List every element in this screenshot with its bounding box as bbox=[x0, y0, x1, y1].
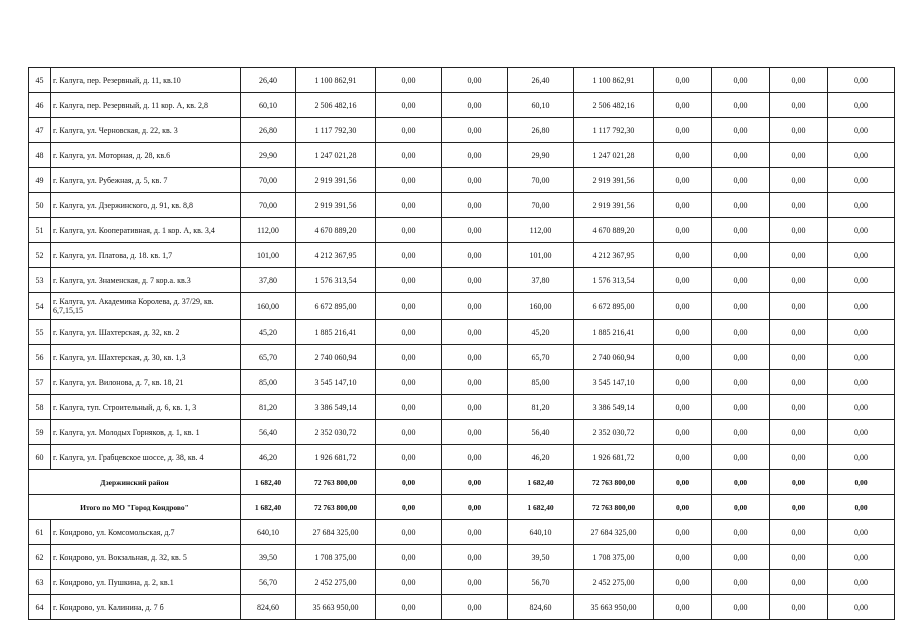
value-cell-c10: 0,00 bbox=[828, 595, 895, 620]
value-cell-c2: 2 352 030,72 bbox=[296, 420, 376, 445]
row-number: 60 bbox=[29, 445, 51, 470]
value-cell-c2: 3 386 549,14 bbox=[296, 395, 376, 420]
value-cell-c4: 0,00 bbox=[442, 595, 508, 620]
value-cell-c8: 0,00 bbox=[712, 370, 770, 395]
value-cell-c3: 0,00 bbox=[376, 143, 442, 168]
value-cell-c3: 0,00 bbox=[376, 218, 442, 243]
value-cell-c9: 0,00 bbox=[770, 445, 828, 470]
value-cell-c4: 0,00 bbox=[442, 570, 508, 595]
value-cell-c7: 0,00 bbox=[654, 168, 712, 193]
value-cell-c3: 0,00 bbox=[376, 445, 442, 470]
value-cell-c9: 0,00 bbox=[770, 243, 828, 268]
value-cell-c2: 3 545 147,10 bbox=[296, 370, 376, 395]
value-cell-c7: 0,00 bbox=[654, 293, 712, 320]
address-cell: г. Калуга, пер. Резервный, д. 11 кор. А, кв. 2,8 bbox=[51, 93, 241, 118]
value-cell-c9: 0,00 bbox=[770, 320, 828, 345]
value-cell-c1: 640,10 bbox=[241, 520, 296, 545]
summary-value-c10: 0,00 bbox=[828, 495, 895, 520]
table-row bbox=[29, 68, 895, 93]
value-cell-c7: 0,00 bbox=[654, 445, 712, 470]
value-cell-c8: 0,00 bbox=[712, 345, 770, 370]
value-cell-c8: 0,00 bbox=[712, 268, 770, 293]
value-cell-c1: 60,10 bbox=[241, 93, 296, 118]
value-cell-c7: 0,00 bbox=[654, 118, 712, 143]
value-cell-c4: 0,00 bbox=[442, 420, 508, 445]
value-cell-c2: 6 672 895,00 bbox=[296, 293, 376, 320]
value-cell-c2: 27 684 325,00 bbox=[296, 520, 376, 545]
value-cell-c6: 2 352 030,72 bbox=[574, 420, 654, 445]
value-cell-c5: 60,10 bbox=[508, 93, 574, 118]
summary-value-c1: 1 682,40 bbox=[241, 495, 296, 520]
summary-value-c6: 72 763 800,00 bbox=[574, 495, 654, 520]
value-cell-c8: 0,00 bbox=[712, 545, 770, 570]
value-cell-c1: 46,20 bbox=[241, 445, 296, 470]
value-cell-c1: 85,00 bbox=[241, 370, 296, 395]
value-cell-c9: 0,00 bbox=[770, 68, 828, 93]
value-cell-c7: 0,00 bbox=[654, 395, 712, 420]
value-cell-c7: 0,00 bbox=[654, 93, 712, 118]
address-cell: г. Калуга, ул. Шахтерская, д. 30, кв. 1,3 bbox=[51, 345, 241, 370]
table-row bbox=[29, 520, 895, 545]
value-cell-c10: 0,00 bbox=[828, 545, 895, 570]
value-cell-c5: 160,00 bbox=[508, 293, 574, 320]
value-cell-c7: 0,00 bbox=[654, 370, 712, 395]
value-cell-c5: 37,80 bbox=[508, 268, 574, 293]
value-cell-c10: 0,00 bbox=[828, 268, 895, 293]
value-cell-c5: 85,00 bbox=[508, 370, 574, 395]
value-cell-c7: 0,00 bbox=[654, 68, 712, 93]
value-cell-c4: 0,00 bbox=[442, 345, 508, 370]
value-cell-c4: 0,00 bbox=[442, 545, 508, 570]
address-cell: г. Калуга, ул. Вилонова, д. 7, кв. 18, 21 bbox=[51, 370, 241, 395]
value-cell-c5: 26,40 bbox=[508, 68, 574, 93]
table-row bbox=[29, 420, 895, 445]
value-cell-c5: 39,50 bbox=[508, 545, 574, 570]
summary-row bbox=[29, 470, 895, 495]
summary-value-c2: 72 763 800,00 bbox=[296, 470, 376, 495]
value-cell-c10: 0,00 bbox=[828, 370, 895, 395]
value-cell-c6: 1 926 681,72 bbox=[574, 445, 654, 470]
value-cell-c4: 0,00 bbox=[442, 445, 508, 470]
summary-label: Дзержинский район bbox=[29, 470, 241, 495]
row-number: 58 bbox=[29, 395, 51, 420]
row-number: 62 bbox=[29, 545, 51, 570]
table-row bbox=[29, 168, 895, 193]
value-cell-c3: 0,00 bbox=[376, 545, 442, 570]
table-row bbox=[29, 118, 895, 143]
value-cell-c2: 4 212 367,95 bbox=[296, 243, 376, 268]
value-cell-c9: 0,00 bbox=[770, 143, 828, 168]
value-cell-c7: 0,00 bbox=[654, 143, 712, 168]
value-cell-c3: 0,00 bbox=[376, 345, 442, 370]
value-cell-c6: 1 576 313,54 bbox=[574, 268, 654, 293]
table-body bbox=[29, 68, 895, 620]
address-cell: г. Кондрово, ул. Калинина, д. 7 б bbox=[51, 595, 241, 620]
table-row bbox=[29, 218, 895, 243]
value-cell-c4: 0,00 bbox=[442, 395, 508, 420]
value-cell-c8: 0,00 bbox=[712, 143, 770, 168]
value-cell-c7: 0,00 bbox=[654, 570, 712, 595]
value-cell-c7: 0,00 bbox=[654, 545, 712, 570]
summary-value-c7: 0,00 bbox=[654, 470, 712, 495]
value-cell-c8: 0,00 bbox=[712, 118, 770, 143]
value-cell-c6: 3 386 549,14 bbox=[574, 395, 654, 420]
value-cell-c8: 0,00 bbox=[712, 93, 770, 118]
value-cell-c9: 0,00 bbox=[770, 218, 828, 243]
address-cell: г. Калуга, ул. Моторная, д. 28, кв.6 bbox=[51, 143, 241, 168]
value-cell-c2: 1 885 216,41 bbox=[296, 320, 376, 345]
value-cell-c8: 0,00 bbox=[712, 168, 770, 193]
summary-value-c4: 0,00 bbox=[442, 495, 508, 520]
address-cell: г. Калуга, туп. Строительный, д. 6, кв. 1, 3 bbox=[51, 395, 241, 420]
address-cell: г. Калуга, ул. Шахтерская, д. 32, кв. 2 bbox=[51, 320, 241, 345]
summary-value-c7: 0,00 bbox=[654, 495, 712, 520]
value-cell-c3: 0,00 bbox=[376, 118, 442, 143]
value-cell-c4: 0,00 bbox=[442, 218, 508, 243]
value-cell-c2: 1 926 681,72 bbox=[296, 445, 376, 470]
address-cell: г. Калуга, ул. Знаменская, д. 7 кор.а. кв.3 bbox=[51, 268, 241, 293]
value-cell-c2: 1 708 375,00 bbox=[296, 545, 376, 570]
value-cell-c6: 2 452 275,00 bbox=[574, 570, 654, 595]
value-cell-c10: 0,00 bbox=[828, 93, 895, 118]
value-cell-c9: 0,00 bbox=[770, 395, 828, 420]
value-cell-c3: 0,00 bbox=[376, 570, 442, 595]
value-cell-c7: 0,00 bbox=[654, 193, 712, 218]
value-cell-c3: 0,00 bbox=[376, 168, 442, 193]
value-cell-c3: 0,00 bbox=[376, 93, 442, 118]
value-cell-c3: 0,00 bbox=[376, 193, 442, 218]
table-row bbox=[29, 595, 895, 620]
value-cell-c7: 0,00 bbox=[654, 218, 712, 243]
summary-value-c9: 0,00 bbox=[770, 495, 828, 520]
value-cell-c3: 0,00 bbox=[376, 370, 442, 395]
value-cell-c10: 0,00 bbox=[828, 193, 895, 218]
value-cell-c1: 37,80 bbox=[241, 268, 296, 293]
value-cell-c1: 56,40 bbox=[241, 420, 296, 445]
value-cell-c3: 0,00 bbox=[376, 243, 442, 268]
value-cell-c5: 112,00 bbox=[508, 218, 574, 243]
value-cell-c5: 101,00 bbox=[508, 243, 574, 268]
value-cell-c4: 0,00 bbox=[442, 68, 508, 93]
value-cell-c8: 0,00 bbox=[712, 595, 770, 620]
value-cell-c4: 0,00 bbox=[442, 168, 508, 193]
value-cell-c9: 0,00 bbox=[770, 268, 828, 293]
value-cell-c1: 26,80 bbox=[241, 118, 296, 143]
value-cell-c5: 56,40 bbox=[508, 420, 574, 445]
row-number: 55 bbox=[29, 320, 51, 345]
value-cell-c2: 1 247 021,28 bbox=[296, 143, 376, 168]
table-row bbox=[29, 143, 895, 168]
value-cell-c1: 29,90 bbox=[241, 143, 296, 168]
value-cell-c1: 39,50 bbox=[241, 545, 296, 570]
value-cell-c9: 0,00 bbox=[770, 193, 828, 218]
value-cell-c6: 3 545 147,10 bbox=[574, 370, 654, 395]
value-cell-c3: 0,00 bbox=[376, 420, 442, 445]
value-cell-c10: 0,00 bbox=[828, 395, 895, 420]
value-cell-c6: 2 506 482,16 bbox=[574, 93, 654, 118]
value-cell-c10: 0,00 bbox=[828, 68, 895, 93]
value-cell-c5: 56,70 bbox=[508, 570, 574, 595]
value-cell-c3: 0,00 bbox=[376, 595, 442, 620]
value-cell-c1: 65,70 bbox=[241, 345, 296, 370]
value-cell-c10: 0,00 bbox=[828, 420, 895, 445]
value-cell-c1: 81,20 bbox=[241, 395, 296, 420]
summary-value-c10: 0,00 bbox=[828, 470, 895, 495]
table-row bbox=[29, 93, 895, 118]
value-cell-c10: 0,00 bbox=[828, 143, 895, 168]
value-cell-c5: 46,20 bbox=[508, 445, 574, 470]
summary-value-c3: 0,00 bbox=[376, 470, 442, 495]
value-cell-c6: 4 670 889,20 bbox=[574, 218, 654, 243]
value-cell-c10: 0,00 bbox=[828, 218, 895, 243]
address-cell: г. Калуга, ул. Академика Королева, д. 37/29, кв. 6,7,15,15 bbox=[51, 293, 241, 320]
value-cell-c1: 70,00 bbox=[241, 168, 296, 193]
value-cell-c3: 0,00 bbox=[376, 320, 442, 345]
value-cell-c5: 29,90 bbox=[508, 143, 574, 168]
address-cell: г. Калуга, ул. Платова, д. 18. кв. 1,7 bbox=[51, 243, 241, 268]
value-cell-c10: 0,00 bbox=[828, 320, 895, 345]
value-cell-c9: 0,00 bbox=[770, 370, 828, 395]
value-cell-c7: 0,00 bbox=[654, 320, 712, 345]
address-cell: г. Калуга, ул. Молодых Горняков, д. 1, кв. 1 bbox=[51, 420, 241, 445]
value-cell-c2: 35 663 950,00 bbox=[296, 595, 376, 620]
value-cell-c1: 70,00 bbox=[241, 193, 296, 218]
value-cell-c2: 1 117 792,30 bbox=[296, 118, 376, 143]
table-row bbox=[29, 570, 895, 595]
value-cell-c4: 0,00 bbox=[442, 243, 508, 268]
summary-value-c2: 72 763 800,00 bbox=[296, 495, 376, 520]
table-row bbox=[29, 193, 895, 218]
summary-label: Итого по МО "Город Кондрово" bbox=[29, 495, 241, 520]
row-number: 63 bbox=[29, 570, 51, 595]
address-cell: г. Калуга, ул. Грабцевское шоссе, д. 38, кв. 4 bbox=[51, 445, 241, 470]
value-cell-c2: 1 576 313,54 bbox=[296, 268, 376, 293]
value-cell-c8: 0,00 bbox=[712, 570, 770, 595]
value-cell-c6: 27 684 325,00 bbox=[574, 520, 654, 545]
value-cell-c5: 26,80 bbox=[508, 118, 574, 143]
value-cell-c1: 26,40 bbox=[241, 68, 296, 93]
value-cell-c7: 0,00 bbox=[654, 520, 712, 545]
value-cell-c3: 0,00 bbox=[376, 68, 442, 93]
summary-value-c8: 0,00 bbox=[712, 495, 770, 520]
value-cell-c1: 56,70 bbox=[241, 570, 296, 595]
summary-value-c1: 1 682,40 bbox=[241, 470, 296, 495]
value-cell-c10: 0,00 bbox=[828, 570, 895, 595]
value-cell-c4: 0,00 bbox=[442, 193, 508, 218]
value-cell-c3: 0,00 bbox=[376, 395, 442, 420]
table-row bbox=[29, 293, 895, 320]
value-cell-c10: 0,00 bbox=[828, 345, 895, 370]
row-number: 51 bbox=[29, 218, 51, 243]
row-number: 47 bbox=[29, 118, 51, 143]
resettlement-table bbox=[28, 67, 895, 620]
row-number: 57 bbox=[29, 370, 51, 395]
value-cell-c8: 0,00 bbox=[712, 420, 770, 445]
row-number: 61 bbox=[29, 520, 51, 545]
address-cell: г. Калуга, ул. Черновская, д. 22, кв. 3 bbox=[51, 118, 241, 143]
value-cell-c8: 0,00 bbox=[712, 218, 770, 243]
summary-row bbox=[29, 495, 895, 520]
value-cell-c6: 1 117 792,30 bbox=[574, 118, 654, 143]
row-number: 46 bbox=[29, 93, 51, 118]
value-cell-c8: 0,00 bbox=[712, 445, 770, 470]
value-cell-c1: 101,00 bbox=[241, 243, 296, 268]
value-cell-c8: 0,00 bbox=[712, 320, 770, 345]
value-cell-c2: 2 506 482,16 bbox=[296, 93, 376, 118]
address-cell: г. Кондрово, ул. Пушкина, д. 2, кв.1 bbox=[51, 570, 241, 595]
value-cell-c7: 0,00 bbox=[654, 420, 712, 445]
summary-value-c9: 0,00 bbox=[770, 470, 828, 495]
summary-value-c3: 0,00 bbox=[376, 495, 442, 520]
table-row bbox=[29, 320, 895, 345]
value-cell-c6: 2 919 391,56 bbox=[574, 193, 654, 218]
value-cell-c6: 1 247 021,28 bbox=[574, 143, 654, 168]
value-cell-c8: 0,00 bbox=[712, 68, 770, 93]
summary-value-c8: 0,00 bbox=[712, 470, 770, 495]
value-cell-c5: 824,60 bbox=[508, 595, 574, 620]
row-number: 49 bbox=[29, 168, 51, 193]
row-number: 54 bbox=[29, 293, 51, 320]
value-cell-c3: 0,00 bbox=[376, 520, 442, 545]
table-row bbox=[29, 545, 895, 570]
value-cell-c7: 0,00 bbox=[654, 243, 712, 268]
summary-value-c4: 0,00 bbox=[442, 470, 508, 495]
value-cell-c9: 0,00 bbox=[770, 595, 828, 620]
value-cell-c5: 640,10 bbox=[508, 520, 574, 545]
value-cell-c9: 0,00 bbox=[770, 570, 828, 595]
address-cell: г. Калуга, ул. Дзержинского, д. 91, кв. 8,8 bbox=[51, 193, 241, 218]
value-cell-c4: 0,00 bbox=[442, 93, 508, 118]
address-cell: г. Калуга, ул. Кооперативная, д. 1 кор. А, кв. 3,4 bbox=[51, 218, 241, 243]
value-cell-c4: 0,00 bbox=[442, 268, 508, 293]
summary-value-c5: 1 682,40 bbox=[508, 495, 574, 520]
row-number: 50 bbox=[29, 193, 51, 218]
value-cell-c9: 0,00 bbox=[770, 93, 828, 118]
value-cell-c10: 0,00 bbox=[828, 118, 895, 143]
value-cell-c10: 0,00 bbox=[828, 168, 895, 193]
value-cell-c2: 2 919 391,56 bbox=[296, 168, 376, 193]
row-number: 53 bbox=[29, 268, 51, 293]
value-cell-c5: 65,70 bbox=[508, 345, 574, 370]
value-cell-c4: 0,00 bbox=[442, 320, 508, 345]
row-number: 48 bbox=[29, 143, 51, 168]
address-cell: г. Калуга, ул. Рубежная, д. 5, кв. 7 bbox=[51, 168, 241, 193]
value-cell-c5: 70,00 bbox=[508, 193, 574, 218]
value-cell-c10: 0,00 bbox=[828, 243, 895, 268]
value-cell-c3: 0,00 bbox=[376, 268, 442, 293]
value-cell-c6: 6 672 895,00 bbox=[574, 293, 654, 320]
value-cell-c4: 0,00 bbox=[442, 293, 508, 320]
address-cell: г. Кондрово, ул. Вокзальная, д. 32, кв. 5 bbox=[51, 545, 241, 570]
table-row bbox=[29, 370, 895, 395]
value-cell-c7: 0,00 bbox=[654, 268, 712, 293]
value-cell-c8: 0,00 bbox=[712, 193, 770, 218]
value-cell-c8: 0,00 bbox=[712, 520, 770, 545]
value-cell-c8: 0,00 bbox=[712, 395, 770, 420]
value-cell-c10: 0,00 bbox=[828, 520, 895, 545]
row-number: 45 bbox=[29, 68, 51, 93]
table-row bbox=[29, 345, 895, 370]
table-row bbox=[29, 395, 895, 420]
value-cell-c1: 112,00 bbox=[241, 218, 296, 243]
value-cell-c2: 1 100 862,91 bbox=[296, 68, 376, 93]
value-cell-c9: 0,00 bbox=[770, 168, 828, 193]
value-cell-c4: 0,00 bbox=[442, 520, 508, 545]
summary-value-c5: 1 682,40 bbox=[508, 470, 574, 495]
value-cell-c6: 4 212 367,95 bbox=[574, 243, 654, 268]
value-cell-c3: 0,00 bbox=[376, 293, 442, 320]
value-cell-c2: 4 670 889,20 bbox=[296, 218, 376, 243]
value-cell-c8: 0,00 bbox=[712, 293, 770, 320]
value-cell-c10: 0,00 bbox=[828, 293, 895, 320]
value-cell-c2: 2 919 391,56 bbox=[296, 193, 376, 218]
value-cell-c8: 0,00 bbox=[712, 243, 770, 268]
row-number: 59 bbox=[29, 420, 51, 445]
value-cell-c4: 0,00 bbox=[442, 118, 508, 143]
value-cell-c6: 2 919 391,56 bbox=[574, 168, 654, 193]
value-cell-c9: 0,00 bbox=[770, 293, 828, 320]
value-cell-c6: 35 663 950,00 bbox=[574, 595, 654, 620]
value-cell-c5: 45,20 bbox=[508, 320, 574, 345]
address-cell: г. Кондрово, ул. Комсомольская, д.7 bbox=[51, 520, 241, 545]
value-cell-c1: 824,60 bbox=[241, 595, 296, 620]
value-cell-c6: 2 740 060,94 bbox=[574, 345, 654, 370]
row-number: 64 bbox=[29, 595, 51, 620]
row-number: 56 bbox=[29, 345, 51, 370]
value-cell-c6: 1 100 862,91 bbox=[574, 68, 654, 93]
row-number: 52 bbox=[29, 243, 51, 268]
value-cell-c7: 0,00 bbox=[654, 595, 712, 620]
value-cell-c9: 0,00 bbox=[770, 118, 828, 143]
value-cell-c5: 70,00 bbox=[508, 168, 574, 193]
value-cell-c4: 0,00 bbox=[442, 143, 508, 168]
value-cell-c1: 160,00 bbox=[241, 293, 296, 320]
value-cell-c9: 0,00 bbox=[770, 420, 828, 445]
address-cell: г. Калуга, пер. Резервный, д. 11, кв.10 bbox=[51, 68, 241, 93]
value-cell-c2: 2 452 275,00 bbox=[296, 570, 376, 595]
value-cell-c7: 0,00 bbox=[654, 345, 712, 370]
value-cell-c5: 81,20 bbox=[508, 395, 574, 420]
value-cell-c2: 2 740 060,94 bbox=[296, 345, 376, 370]
value-cell-c6: 1 885 216,41 bbox=[574, 320, 654, 345]
table-row bbox=[29, 243, 895, 268]
table-row bbox=[29, 268, 895, 293]
value-cell-c6: 1 708 375,00 bbox=[574, 545, 654, 570]
value-cell-c1: 45,20 bbox=[241, 320, 296, 345]
value-cell-c4: 0,00 bbox=[442, 370, 508, 395]
value-cell-c9: 0,00 bbox=[770, 345, 828, 370]
value-cell-c9: 0,00 bbox=[770, 545, 828, 570]
value-cell-c9: 0,00 bbox=[770, 520, 828, 545]
summary-value-c6: 72 763 800,00 bbox=[574, 470, 654, 495]
value-cell-c10: 0,00 bbox=[828, 445, 895, 470]
table-row bbox=[29, 445, 895, 470]
